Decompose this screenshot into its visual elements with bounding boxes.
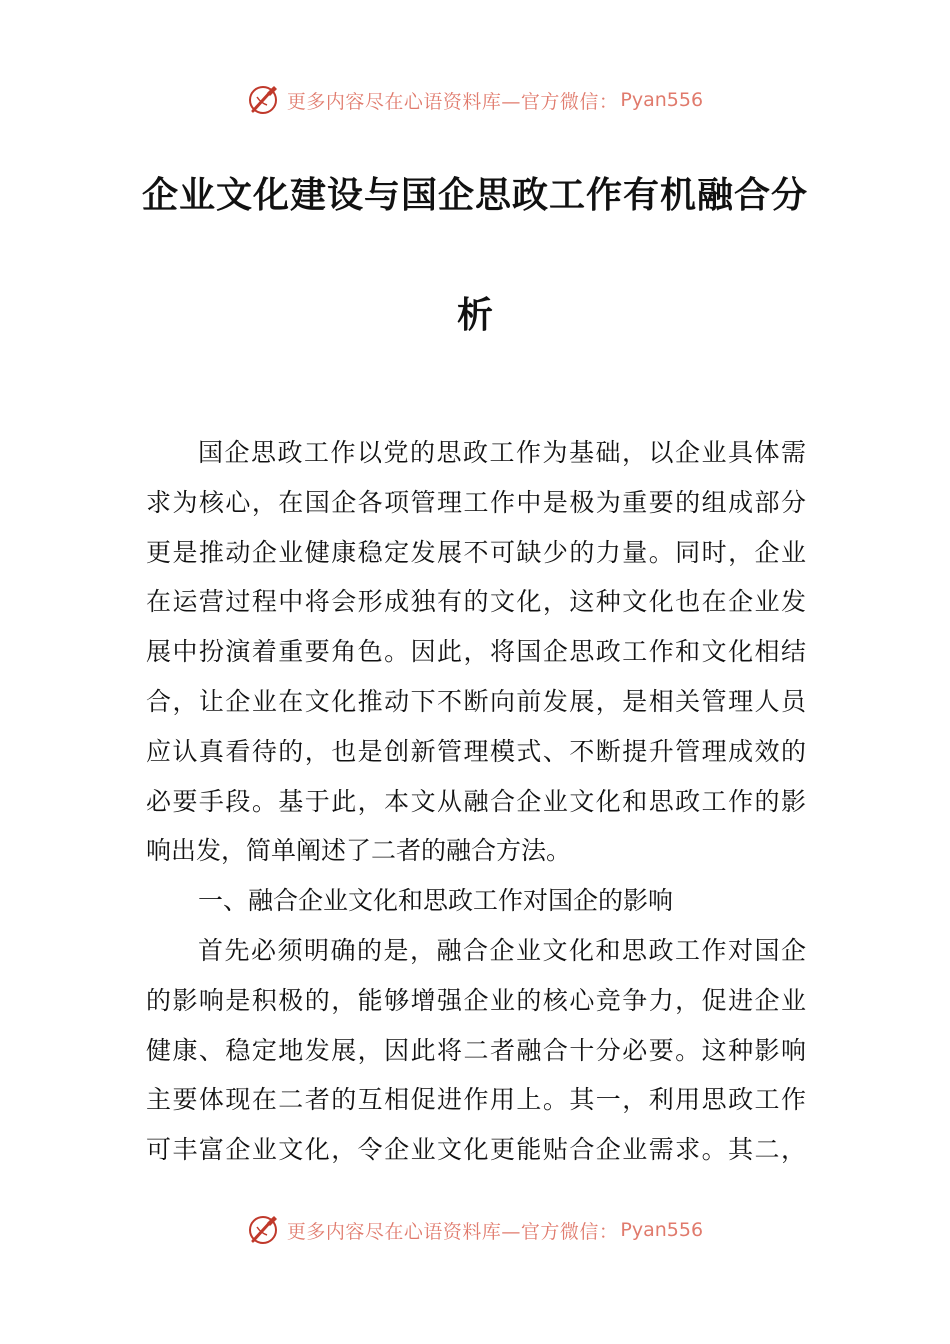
body-line: 的影响是积极的，能够增强企业的核心竞争力，促进企业 — [146, 985, 806, 1015]
body-line: 展中扮演着重要角色。因此，将国企思政工作和文化相结 — [146, 637, 806, 667]
body-line: 必要手段。基于此，本文从融合企业文化和思政工作的影 — [146, 786, 806, 816]
banner-text: 更多内容尽在心语资料库—官方微信： — [286, 1220, 619, 1243]
banner-contact-id: Pyan556 — [620, 89, 704, 111]
body-line: 国企思政工作以党的思政工作为基础，以企业具体需 — [198, 438, 806, 467]
body-line: 首先必须明确的是，融合企业文化和思政工作对国企 — [198, 935, 806, 965]
body-line: 主要体现在二者的互相促进作用上。其一，利用思政工作 — [146, 1085, 806, 1115]
body-line: 健康、稳定地发展，因此将二者融合十分必要。这种影响 — [146, 1035, 806, 1065]
body-line: 可丰富企业文化，令企业文化更能贴合企业需求。其二， — [146, 1135, 806, 1165]
body-line: 在运营过程中将会形成独有的文化，这种文化也在企业发 — [146, 587, 806, 617]
document-body — [146, 428, 806, 1175]
banner-text: 更多内容尽在心语资料库—官方微信： — [286, 90, 619, 113]
document-title-continued: 析 — [456, 295, 493, 336]
banner-contact-id: Pyan556 — [620, 1219, 704, 1241]
body-line: 求为核心，在国企各项管理工作中是极为重要的组成部分 — [146, 487, 806, 517]
pen-logo-icon — [247, 83, 281, 117]
header-watermark-banner — [0, 80, 950, 120]
body-line: 响出发，简单阐述了二者的融合方法。 — [146, 836, 572, 866]
document-title: 企业文化建设与国企思政工作有机融合分 — [141, 175, 808, 216]
body-line: 合，让企业在文化推动下不断向前发展，是相关管理人员 — [146, 686, 806, 716]
section-heading: 一、融合企业文化和思政工作对国企的影响 — [198, 886, 674, 916]
footer-watermark-banner — [0, 1210, 950, 1250]
pen-logo-icon — [247, 1213, 281, 1247]
body-line: 更是推动企业健康稳定发展不可缺少的力量。同时，企业 — [146, 537, 806, 567]
body-line: 应认真看待的，也是创新管理模式、不断提升管理成效的 — [146, 736, 806, 766]
